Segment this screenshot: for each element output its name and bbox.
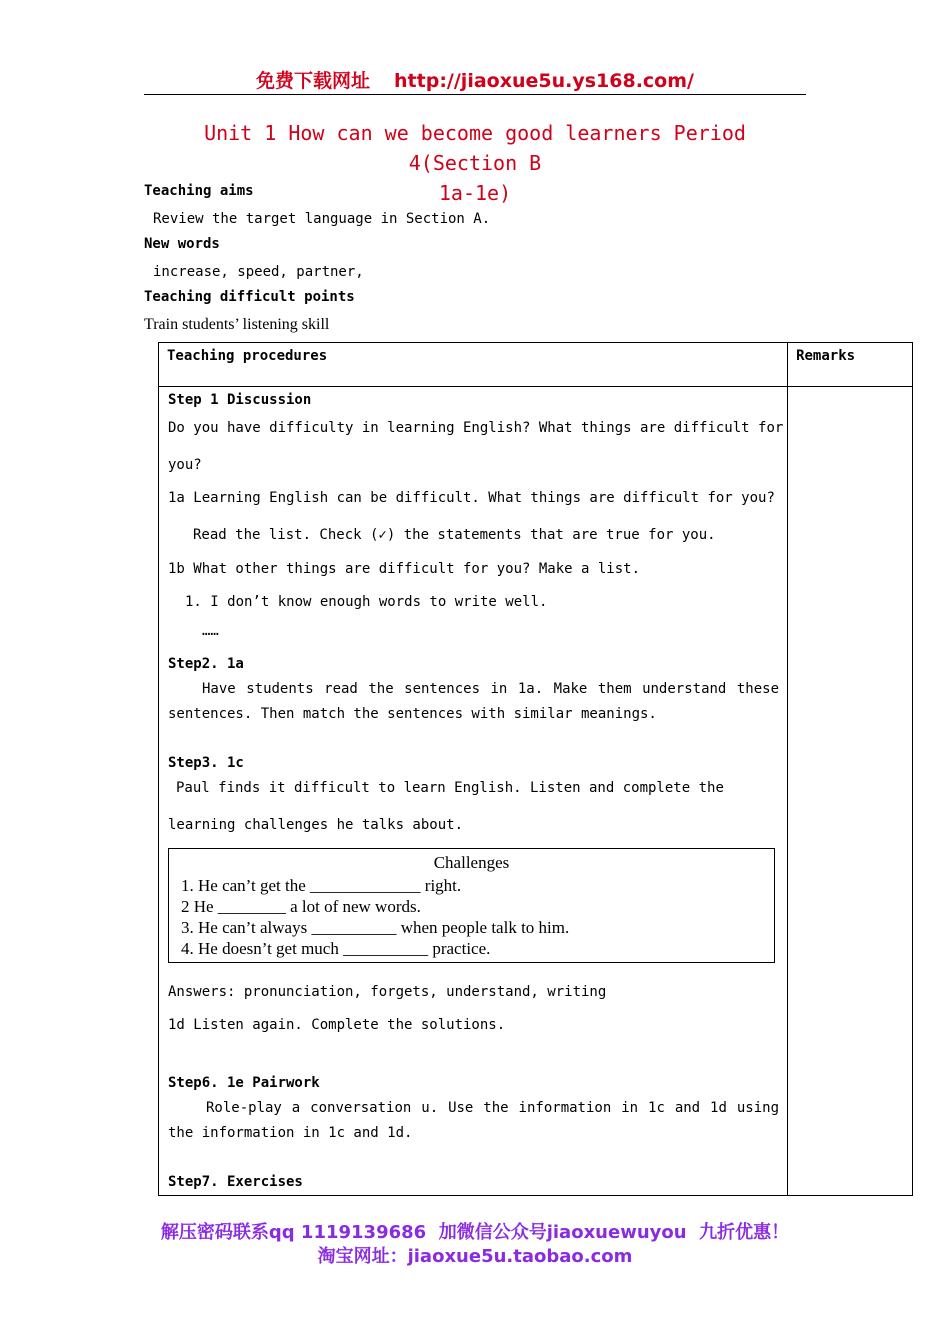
title-line-2: 1a-1e) [438,181,512,205]
challenges-box [168,848,775,963]
step6-line2: the information in 1c and 1d. [168,1125,413,1141]
step3-heading: Step3. 1c [168,755,244,771]
title-line-1: Unit 1 How can we become good learners Period 4(Section B [204,121,746,175]
challenges-title: Challenges [433,853,510,872]
answers-line: Answers: pronunciation, forgets, understand, writing [168,984,607,1000]
footer-wechat-id: jiaoxuewuyou [546,1222,687,1243]
challenge-item-2: 2 He ________ a lot of new words. [181,897,421,916]
challenge-item-4: 4. He doesn’t get much __________ practice. [181,939,491,958]
footer-line-1 [0,1218,950,1244]
step3-line1: Paul finds it difficult to learn English. Listen and complete the [176,780,724,796]
footer-line-2 [0,1242,950,1268]
procedures-table [158,342,913,1196]
listen-again-line: 1d Listen again. Complete the solutions. [168,1017,506,1033]
step1-question-line2: you? [168,457,202,473]
step1-1a-line1: 1a Learning English can be difficult. What things are difficult for you? [168,490,775,506]
new-words-text: increase, speed, partner, [153,264,364,280]
difficult-points-label: Teaching difficult points [144,289,355,305]
step1-1b-line1: 1b What other things are difficult for you? Make a list. [168,561,641,577]
header-url-link[interactable]: http://jiaoxue5u.ys168.com/ [394,70,694,92]
step6-heading: Step6. 1e Pairwork [168,1075,320,1091]
step2-heading: Step2. 1a [168,656,244,672]
remarks-header: Remarks [796,348,856,364]
page-header [144,66,806,93]
step1-ellipsis: …… [202,623,219,639]
header-divider [144,94,806,95]
step1-1b-item1: 1. I don’t know enough words to write well. [185,594,548,610]
footer-discount: 九折优惠！ [699,1222,790,1243]
header-label: 免费下载网址 [256,70,371,92]
footer-wechat-label: 加微信公众号 [438,1222,547,1243]
footer-qq: qq 1119139686 [268,1222,427,1243]
footer-password-label: 解压密码联系 [160,1222,269,1243]
remarks-header-cell [788,343,913,387]
step1-question-line1: Do you have difficulty in learning English? What things are difficult for [168,420,784,436]
procedures-body-cell [159,387,788,1196]
footer-taobao-link[interactable]: jiaoxue5u.taobao.com [407,1246,633,1267]
difficult-points-text: Train students’ listening skill [144,316,330,333]
step1-heading: Step 1 Discussion [168,392,312,408]
step2-line2: sentences. Then match the sentences with similar meanings. [168,706,657,722]
step3-line2: learning challenges he talks about. [168,817,464,833]
challenge-item-3: 3. He can’t always __________ when people talk to him. [181,918,570,937]
step1-1a-line2: Read the list. Check (✓) the statements that are true for you. [193,527,716,543]
teaching-aims-label: Teaching aims [144,183,254,199]
procedures-header: Teaching procedures [167,348,328,364]
step2-line1: Have students read the sentences in 1a. Make them understand these [202,681,779,697]
new-words-label: New words [144,236,220,252]
teaching-aims-text: Review the target language in Section A. [153,211,491,227]
step6-line1: Role-play a conversation u. Use the information in 1c and 1d using [206,1100,779,1116]
procedures-header-cell [159,343,788,387]
footer-taobao-label: 淘宝网址： [317,1246,408,1267]
challenge-item-1: 1. He can’t get the _____________ right. [181,876,462,895]
remarks-body-cell [788,387,913,1196]
step7-heading: Step7. Exercises [168,1174,303,1190]
